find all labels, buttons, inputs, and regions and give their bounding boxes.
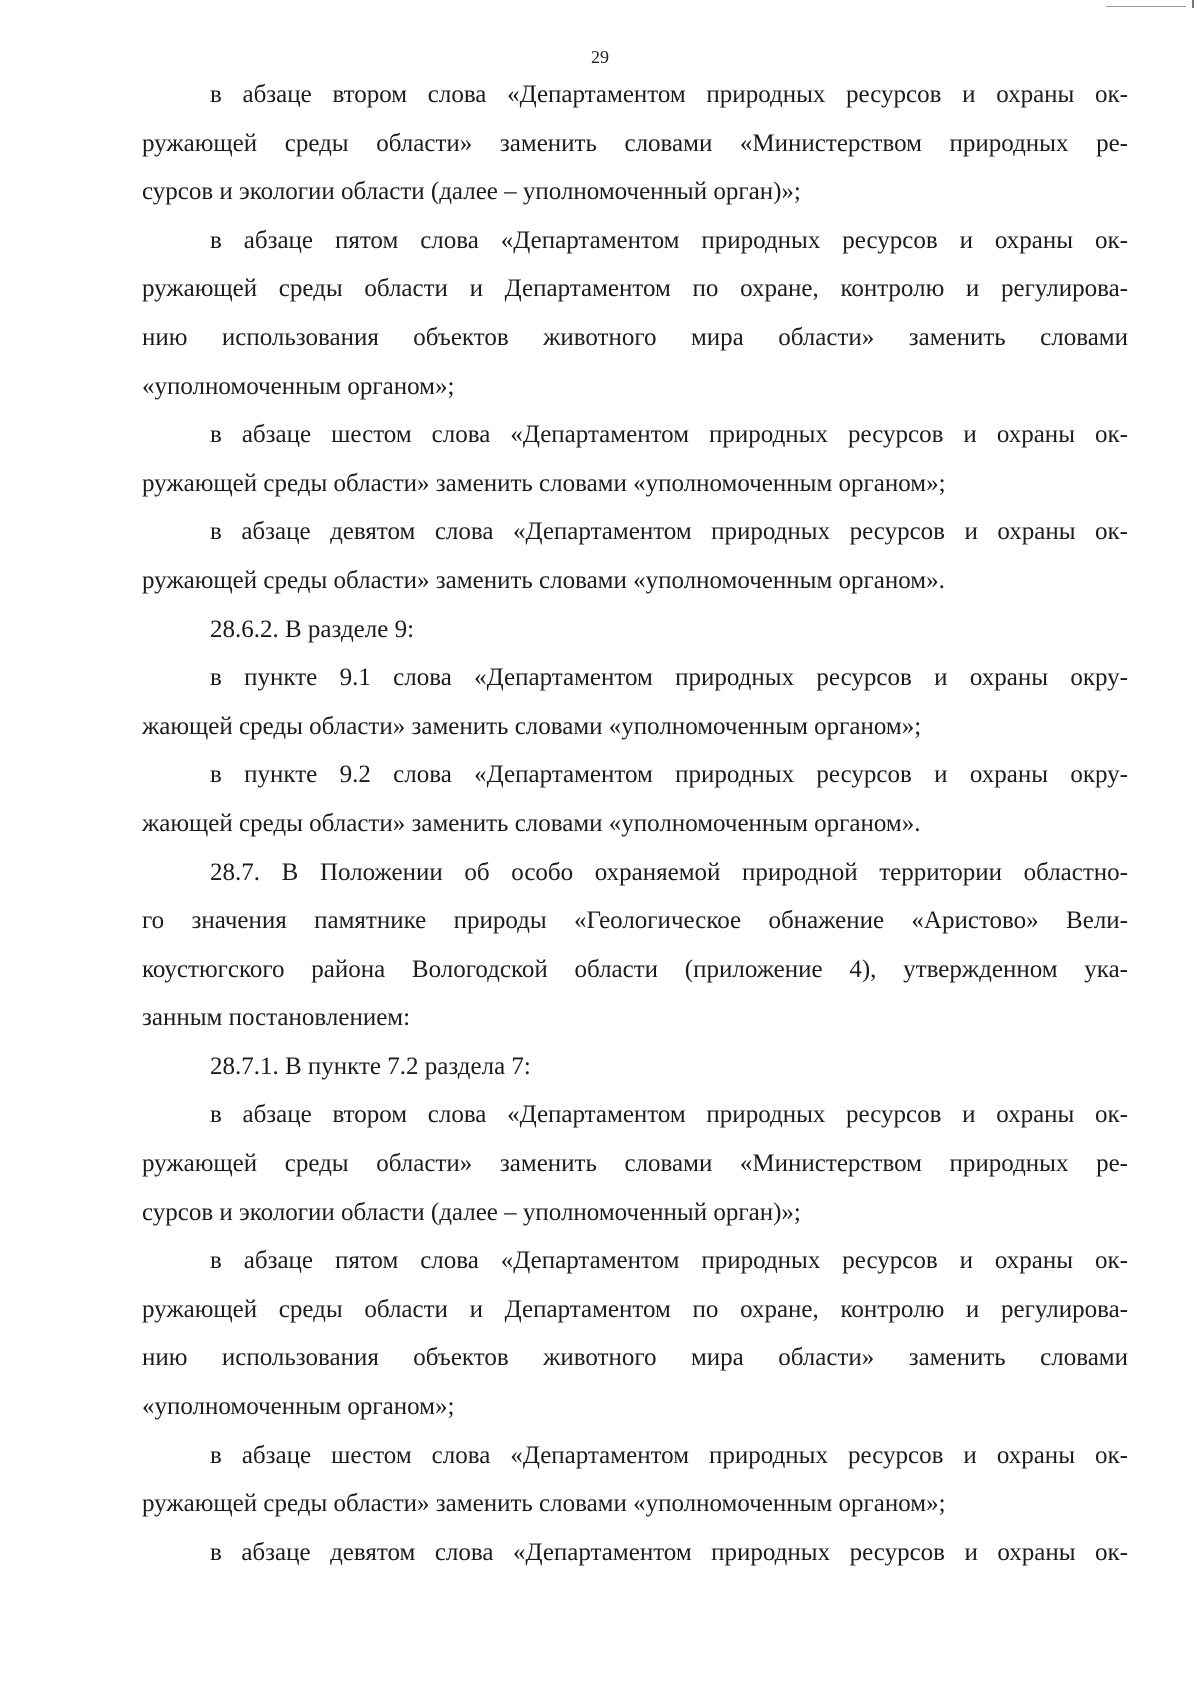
text-line: нию использования объектов животного мира области» заменить словами bbox=[142, 323, 1128, 351]
text-line: «уполномоченным органом»; bbox=[142, 372, 455, 400]
text-line: в абзаце втором слова «Департаментом природных ресурсов и охраны ок- bbox=[210, 1101, 1128, 1129]
page-number: 29 bbox=[591, 47, 609, 67]
document-body bbox=[142, 71, 1128, 1577]
text-line: в абзаце шестом слова «Департаментом природных ресурсов и охраны ок- bbox=[210, 421, 1128, 449]
text-line: в пункте 9.1 слова «Департаментом природных ресурсов и охраны окру- bbox=[210, 664, 1128, 692]
text-line: ружающей среды области» заменить словами «Министерством природных ре- bbox=[142, 1150, 1128, 1178]
text-line: в абзаце девятом слова «Департаментом природных ресурсов и охраны ок- bbox=[210, 518, 1128, 546]
text-line: ружающей среды области» заменить словами «уполномоченным органом»; bbox=[142, 1490, 946, 1518]
text-line: коустюгского района Вологодской области (приложение 4), утвержденном ука- bbox=[142, 955, 1128, 983]
text-line: в абзаце шестом слова «Департаментом природных ресурсов и охраны ок- bbox=[210, 1441, 1128, 1469]
text-line: 28.6.2. В разделе 9: bbox=[210, 615, 415, 643]
text-line: занным постановлением: bbox=[142, 1004, 411, 1032]
text-line: ружающей среды области» заменить словами «Министерством природных ре- bbox=[142, 129, 1128, 157]
text-line: го значения памятнике природы «Геологическое обнажение «Аристово» Вели- bbox=[142, 907, 1128, 935]
text-line: ружающей среды области» заменить словами «уполномоченным органом»; bbox=[142, 469, 946, 497]
text-line: ружающей среды области и Департаментом по охране, контролю и регулирова- bbox=[142, 1295, 1128, 1323]
text-line: ружающей среды области и Департаментом по охране, контролю и регулирова- bbox=[142, 275, 1128, 303]
text-line: «уполномоченным органом»; bbox=[142, 1393, 455, 1421]
text-line: жающей среды области» заменить словами «уполномоченным органом». bbox=[142, 809, 921, 837]
text-line: 28.7.1. В пункте 7.2 раздела 7: bbox=[210, 1052, 531, 1080]
text-line: сурсов и экологии области (далее – уполномоченный орган)»; bbox=[142, 178, 801, 206]
scan-corner-tick bbox=[1192, 0, 1194, 8]
scan-corner-mark bbox=[1106, 0, 1186, 7]
text-line: ружающей среды области» заменить словами «уполномоченным органом». bbox=[142, 566, 945, 594]
text-line: в абзаце втором слова «Департаментом природных ресурсов и охраны ок- bbox=[210, 81, 1128, 108]
text-line: жающей среды области» заменить словами «уполномоченным органом»; bbox=[142, 712, 922, 740]
text-line: в абзаце девятом слова «Департаментом природных ресурсов и охраны ок- bbox=[210, 1538, 1128, 1566]
text-line: в пункте 9.2 слова «Департаментом природных ресурсов и охраны окру- bbox=[210, 761, 1128, 789]
text-line: 28.7. В Положении об особо охраняемой природной территории областно- bbox=[210, 858, 1128, 886]
text-line: нию использования объектов животного мира области» заменить словами bbox=[142, 1344, 1128, 1372]
text-line: в абзаце пятом слова «Департаментом природных ресурсов и охраны ок- bbox=[210, 226, 1128, 254]
text-line: сурсов и экологии области (далее – уполномоченный орган)»; bbox=[142, 1198, 801, 1226]
text-line: в абзаце пятом слова «Департаментом природных ресурсов и охраны ок- bbox=[210, 1247, 1128, 1275]
